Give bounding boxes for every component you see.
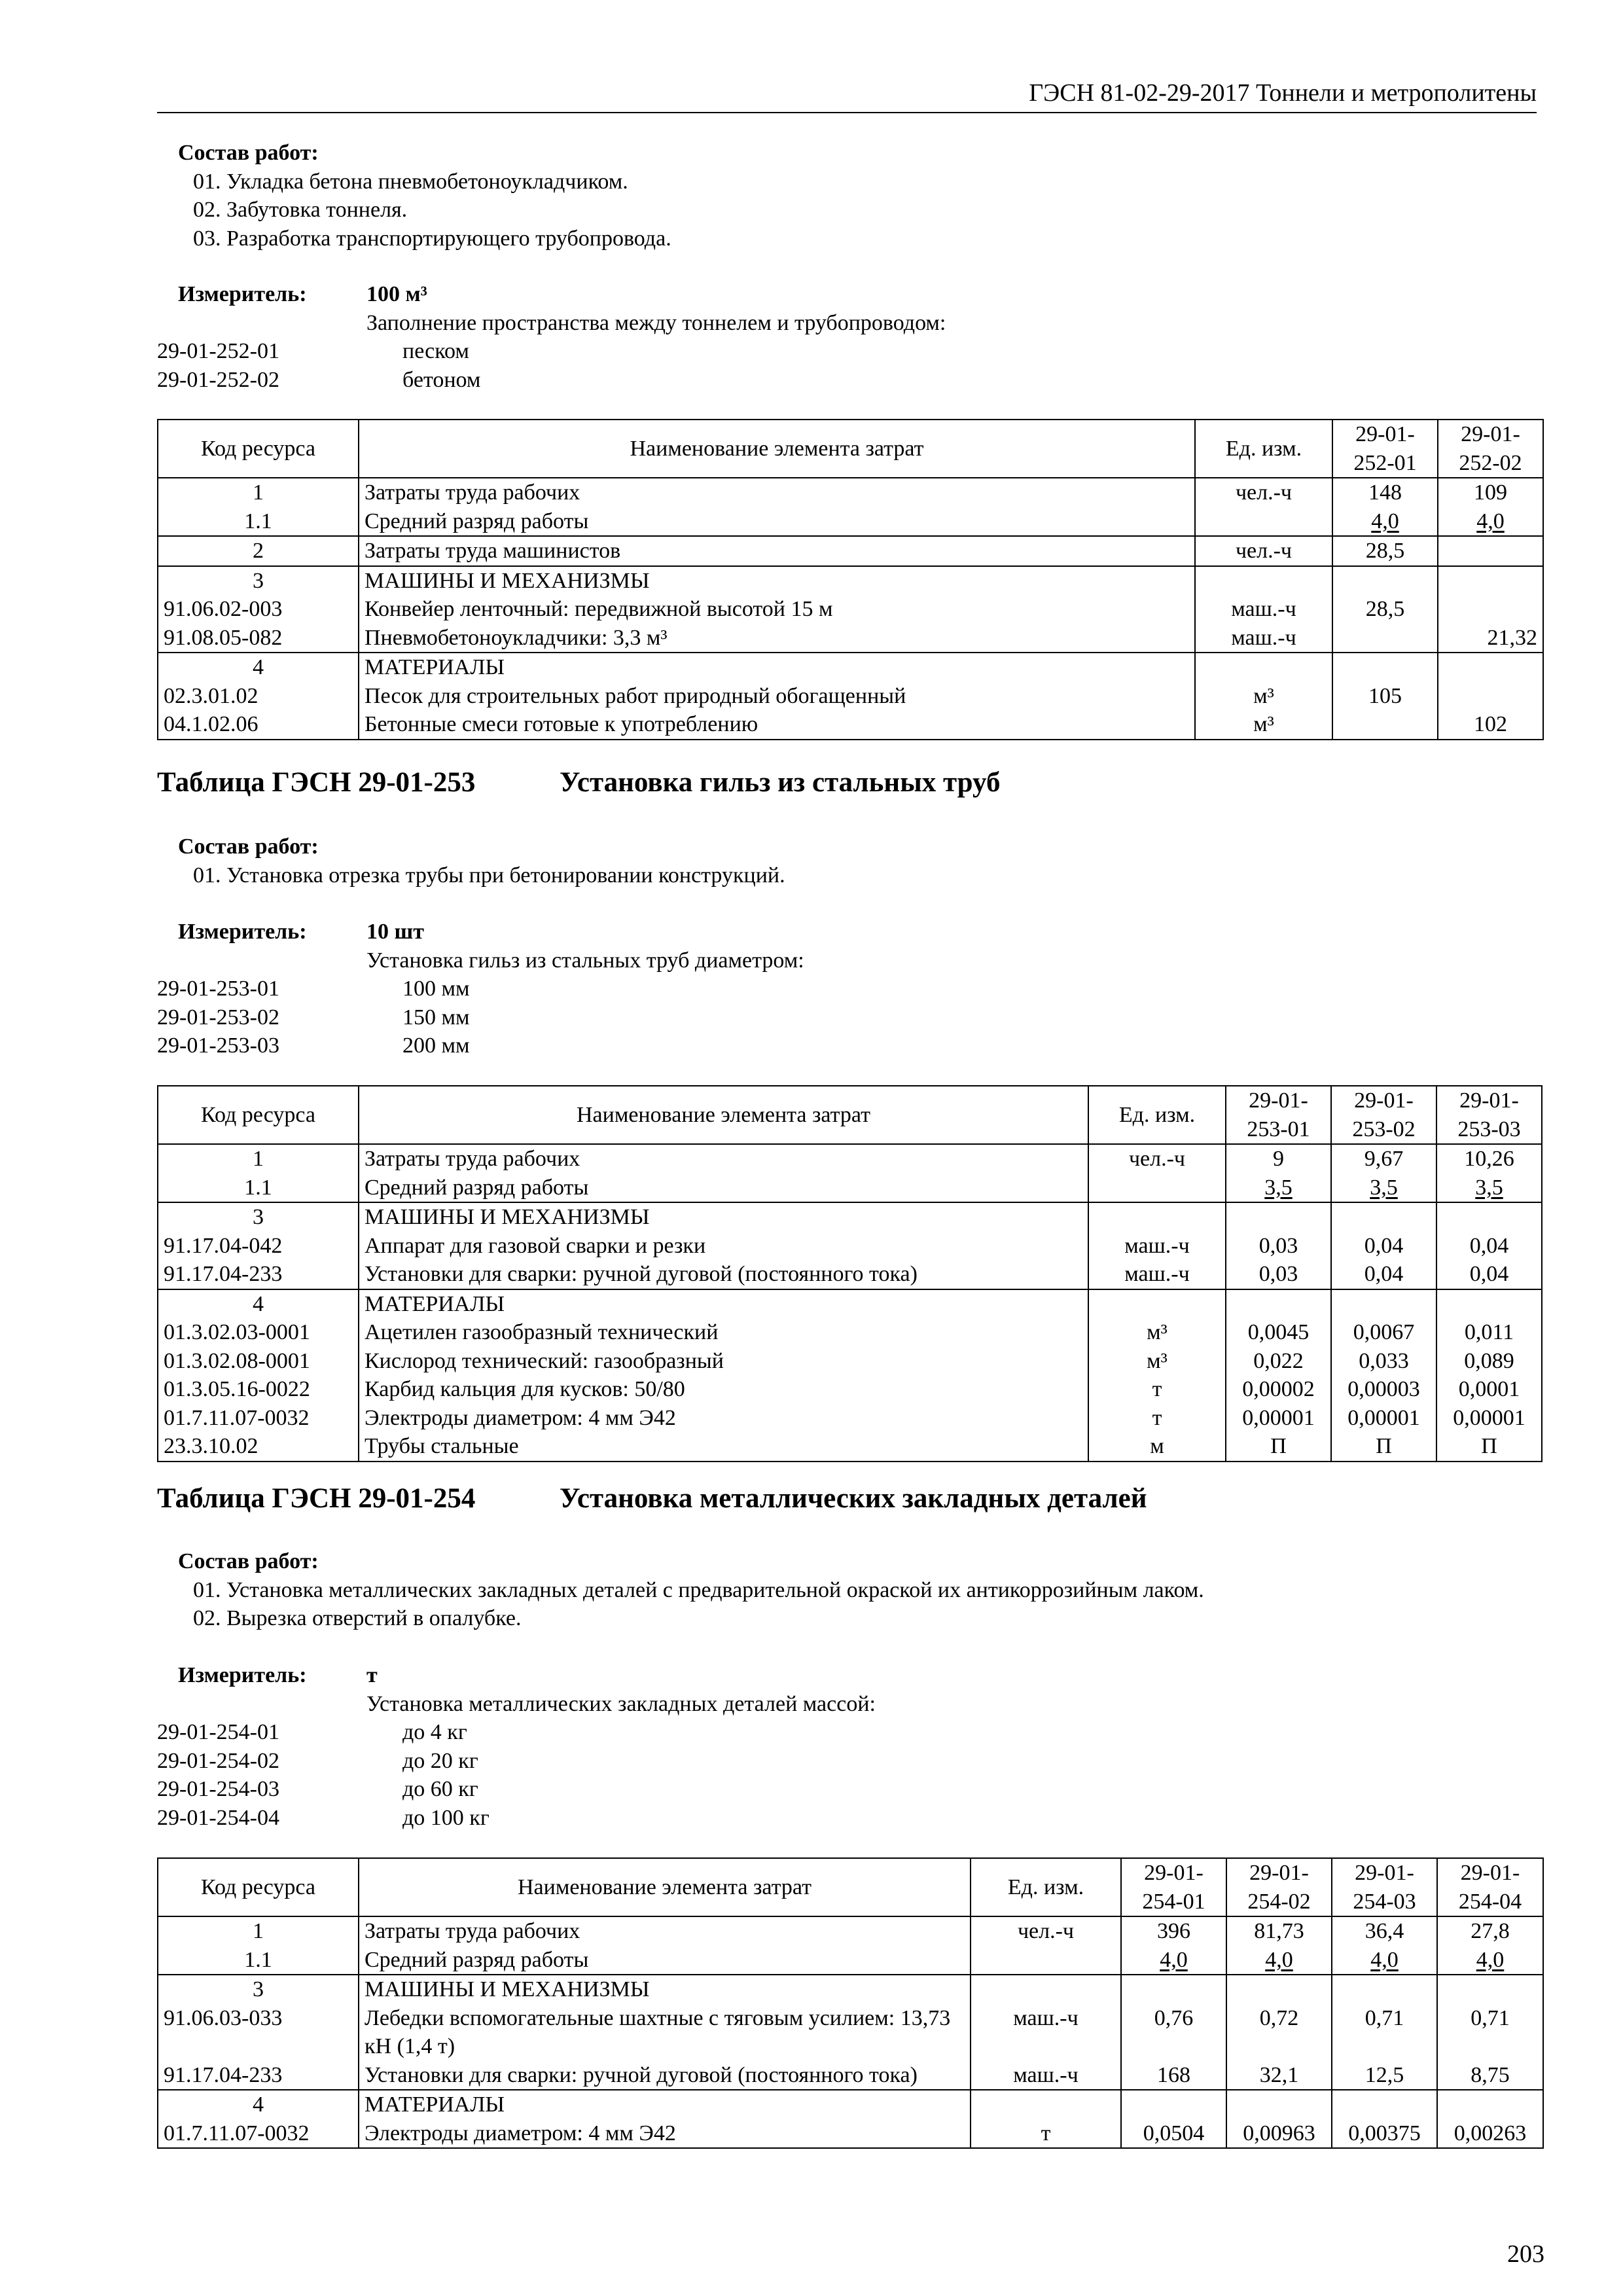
value	[1226, 1975, 1332, 2004]
norm-code-row	[157, 1747, 1544, 1776]
table-row	[158, 1174, 1542, 1203]
value	[1226, 2090, 1332, 2119]
value: 0,04	[1331, 1260, 1436, 1289]
table-row	[158, 507, 1543, 537]
cost-element: Затраты труда рабочих	[359, 1916, 971, 1946]
resource-code: 1	[158, 1916, 359, 1946]
unit	[971, 1975, 1121, 2004]
cost-element: Лебедки вспомогательные шахтные с тяговым усилием: 13,73 кН (1,4 т)	[359, 2004, 971, 2061]
cost-element: Конвейер ленточный: передвижной высотой 15 м	[359, 595, 1195, 624]
value: 148	[1332, 478, 1438, 507]
norm-code: 29-01-253-01	[157, 977, 279, 1001]
table-row	[158, 1289, 1542, 1319]
norm-name: до 20 кг	[402, 1748, 478, 1773]
value	[1332, 2090, 1437, 2119]
value	[1438, 653, 1543, 682]
value: 0,00963	[1226, 2119, 1332, 2149]
value: 3,5	[1436, 1174, 1542, 1203]
cost-element: Электроды диаметром: 4 мм Э42	[359, 1404, 1088, 1433]
header-norm-code: 29-01- 254-02	[1226, 1858, 1332, 1916]
resource-code: 91.17.04-042	[158, 1232, 359, 1261]
resource-code: 4	[158, 1289, 359, 1319]
value: 28,5	[1332, 536, 1438, 566]
norm-code: 29-01-254-02	[157, 1748, 279, 1773]
value: 102	[1438, 710, 1543, 740]
table-row	[158, 478, 1543, 507]
resource-code: 91.17.04-233	[158, 1260, 359, 1289]
table-row	[158, 624, 1543, 653]
value: 4,0	[1437, 1946, 1543, 1975]
norm-name: до 60 кг	[402, 1777, 478, 1802]
table-row	[158, 682, 1543, 711]
work-item: 02. Забутовка тоннеля.	[193, 198, 408, 223]
work-composition-252	[157, 139, 1544, 253]
value	[1332, 566, 1438, 596]
resource-code: 01.3.05.16-0022	[158, 1375, 359, 1404]
value: 3,5	[1331, 1174, 1436, 1203]
value: 0,011	[1436, 1318, 1542, 1347]
cost-element: Средний разряд работы	[359, 1174, 1088, 1203]
measurer-block-254	[157, 1661, 1544, 1832]
cost-element: Средний разряд работы	[359, 507, 1195, 537]
value	[1331, 1289, 1436, 1319]
norm-code-row	[157, 1003, 1544, 1032]
unit: т	[1088, 1375, 1226, 1404]
value	[1332, 624, 1438, 653]
value: 9	[1226, 1144, 1331, 1174]
group-heading: МАТЕРИАЛЫ	[359, 2090, 971, 2119]
work-composition-label: Состав работ:	[178, 834, 319, 859]
value: 12,5	[1332, 2061, 1437, 2090]
resource-code: 3	[158, 566, 359, 596]
measurer-description: Заполнение пространства между тоннелем и трубопроводом:	[366, 310, 946, 335]
measurer-label: Измеритель:	[178, 1663, 307, 1687]
resource-code: 91.06.03-033	[158, 2004, 359, 2061]
value: 21,32	[1438, 624, 1543, 653]
table-row	[158, 1144, 1542, 1174]
value	[1226, 1202, 1331, 1232]
value	[1438, 682, 1543, 711]
value: 0,71	[1437, 2004, 1543, 2061]
table-row	[158, 710, 1543, 740]
unit: т	[1088, 1404, 1226, 1433]
value: 32,1	[1226, 2061, 1332, 2090]
measurer-value: 10 шт	[366, 920, 424, 944]
value: 0,00001	[1436, 1404, 1542, 1433]
resource-code: 4	[158, 2090, 359, 2119]
norm-code-row	[157, 337, 1544, 366]
unit	[1088, 1289, 1226, 1319]
unit: м	[1088, 1432, 1226, 1462]
value: 0,72	[1226, 2004, 1332, 2061]
resource-table-253	[157, 1085, 1543, 1462]
work-composition-254	[157, 1547, 1544, 1633]
resource-code: 3	[158, 1202, 359, 1232]
unit: маш.-ч	[1088, 1260, 1226, 1289]
value: 4,0	[1332, 507, 1438, 537]
unit: м³	[1088, 1318, 1226, 1347]
unit: маш.-ч	[1195, 595, 1332, 624]
value: 0,03	[1226, 1232, 1331, 1261]
table-row	[158, 2004, 1543, 2061]
table-row	[158, 1318, 1542, 1347]
unit: маш.-ч	[1195, 624, 1332, 653]
norm-code: 29-01-253-02	[157, 1005, 279, 1030]
unit	[1088, 1202, 1226, 1232]
resource-table-252	[157, 419, 1544, 740]
table-row	[158, 536, 1543, 566]
measurer-label: Измеритель:	[178, 920, 307, 944]
work-composition-label: Состав работ:	[178, 1549, 319, 1573]
value: 28,5	[1332, 595, 1438, 624]
group-heading: МАШИНЫ И МЕХАНИЗМЫ	[359, 1975, 971, 2004]
value: 0,0504	[1121, 2119, 1226, 2149]
unit	[1195, 566, 1332, 596]
value: 0,00001	[1331, 1404, 1436, 1433]
norm-name: 200 мм	[402, 1033, 470, 1058]
table-row	[158, 1975, 1543, 2004]
unit: маш.-ч	[1088, 1232, 1226, 1261]
value	[1438, 595, 1543, 624]
unit: чел.-ч	[1195, 478, 1332, 507]
norm-name: бетоном	[402, 367, 481, 392]
resource-code: 04.1.02.06	[158, 710, 359, 740]
value: П	[1226, 1432, 1331, 1462]
measurer-value: т	[366, 1663, 378, 1687]
norm-code: 29-01-254-04	[157, 1805, 279, 1830]
resource-code: 01.7.11.07-0032	[158, 2119, 359, 2149]
group-heading: МАТЕРИАЛЫ	[359, 653, 1195, 682]
header-norm-code: 29-01- 253-02	[1331, 1086, 1436, 1144]
resource-code: 23.3.10.02	[158, 1432, 359, 1462]
unit: м³	[1088, 1347, 1226, 1376]
header-norm-code: 29-01- 254-04	[1437, 1858, 1543, 1916]
value: 9,67	[1331, 1144, 1436, 1174]
value	[1121, 2090, 1226, 2119]
resource-code: 1.1	[158, 507, 359, 537]
table-row	[158, 1260, 1542, 1289]
value: 3,5	[1226, 1174, 1331, 1203]
measurer-description: Установка гильз из стальных труб диаметром:	[366, 948, 804, 973]
norm-code-row	[157, 1718, 1544, 1747]
work-item: 01. Установка отрезка трубы при бетонировании конструкций.	[193, 863, 785, 888]
value: 4,0	[1226, 1946, 1332, 1975]
value: 0,00003	[1331, 1375, 1436, 1404]
norm-code-row	[157, 1804, 1544, 1833]
cost-element: Ацетилен газообразный технический	[359, 1318, 1088, 1347]
header-cost-element: Наименование элемента затрат	[359, 1086, 1088, 1144]
unit: чел.-ч	[1195, 536, 1332, 566]
header-norm-code: 29-01- 253-01	[1226, 1086, 1331, 1144]
value	[1331, 1202, 1436, 1232]
measurer-description: Установка металлических закладных деталей массой:	[366, 1691, 876, 1716]
group-heading: МАШИНЫ И МЕХАНИЗМЫ	[359, 1202, 1088, 1232]
value: 0,71	[1332, 2004, 1437, 2061]
section-title-254	[157, 1480, 1147, 1516]
header-norm-code: 29-01- 252-02	[1438, 420, 1543, 478]
norm-name: 100 мм	[402, 977, 470, 1001]
work-composition-253	[157, 833, 1544, 889]
cost-element: Аппарат для газовой сварки и резки	[359, 1232, 1088, 1261]
table-row	[158, 2061, 1543, 2090]
unit: м³	[1195, 682, 1332, 711]
table-name: Установка гильз из стальных труб	[560, 767, 1001, 798]
value	[1332, 1975, 1437, 2004]
group-heading: МАШИНЫ И МЕХАНИЗМЫ	[359, 566, 1195, 596]
value: 0,00375	[1332, 2119, 1437, 2149]
value: 4,0	[1438, 507, 1543, 537]
value: П	[1331, 1432, 1436, 1462]
resource-code: 1	[158, 1144, 359, 1174]
resource-code: 2	[158, 536, 359, 566]
unit: т	[971, 2119, 1121, 2149]
value: 0,0001	[1436, 1375, 1542, 1404]
measurer-block-252	[157, 280, 1544, 394]
work-item: 03. Разработка транспортирующего трубопровода.	[193, 226, 671, 251]
running-header: ГЭСН 81-02-29-2017 Тоннели и метрополитены	[157, 77, 1537, 113]
cost-element: Затраты труда машинистов	[359, 536, 1195, 566]
unit	[1195, 507, 1332, 537]
cost-element: Установки для сварки: ручной дуговой (постоянного тока)	[359, 1260, 1088, 1289]
norm-code: 29-01-253-03	[157, 1033, 279, 1058]
norm-code: 29-01-252-01	[157, 339, 279, 364]
table-row	[158, 1946, 1543, 1975]
value: 8,75	[1437, 2061, 1543, 2090]
section-title-253	[157, 764, 1001, 800]
table-row	[158, 2119, 1543, 2149]
table-row	[158, 1202, 1542, 1232]
resource-code: 91.17.04-233	[158, 2061, 359, 2090]
value	[1226, 1289, 1331, 1319]
measurer-label: Измеритель:	[178, 282, 307, 306]
norm-code-row	[157, 1031, 1544, 1060]
resource-code: 3	[158, 1975, 359, 2004]
value: 0,089	[1436, 1347, 1542, 1376]
value: 27,8	[1437, 1916, 1543, 1946]
page-number: 203	[1507, 2240, 1544, 2268]
resource-code: 01.3.02.08-0001	[158, 1347, 359, 1376]
cost-element: Пневмобетоноукладчики: 3,3 м³	[359, 624, 1195, 653]
value	[1436, 1202, 1542, 1232]
unit	[1195, 653, 1332, 682]
header-resource-code: Код ресурса	[158, 1086, 359, 1144]
header-resource-code: Код ресурса	[158, 1858, 359, 1916]
value	[1437, 1975, 1543, 2004]
value: 0,00263	[1437, 2119, 1543, 2149]
value: 396	[1121, 1916, 1226, 1946]
norm-code: 29-01-254-03	[157, 1777, 279, 1802]
value: 81,73	[1226, 1916, 1332, 1946]
table-row	[158, 1375, 1542, 1404]
value: П	[1436, 1432, 1542, 1462]
value: 109	[1438, 478, 1543, 507]
table-row	[158, 1347, 1542, 1376]
resource-code: 02.3.01.02	[158, 682, 359, 711]
value: 0,00002	[1226, 1375, 1331, 1404]
resource-code: 4	[158, 653, 359, 682]
table-row	[158, 1232, 1542, 1261]
table-row	[158, 653, 1543, 682]
value: 0,0067	[1331, 1318, 1436, 1347]
cost-element: Затраты труда рабочих	[359, 1144, 1088, 1174]
value	[1436, 1289, 1542, 1319]
cost-element: Электроды диаметром: 4 мм Э42	[359, 2119, 971, 2149]
header-resource-code: Код ресурса	[158, 420, 359, 478]
norm-code: 29-01-254-01	[157, 1720, 279, 1745]
resource-code: 01.7.11.07-0032	[158, 1404, 359, 1433]
value: 0,04	[1436, 1260, 1542, 1289]
value: 0,022	[1226, 1347, 1331, 1376]
header-cost-element: Наименование элемента затрат	[359, 420, 1195, 478]
table-row	[158, 1432, 1542, 1462]
header-norm-code: 29-01- 252-01	[1332, 420, 1438, 478]
table-row	[158, 1916, 1543, 1946]
norm-name: 150 мм	[402, 1005, 470, 1030]
resource-table-254	[157, 1857, 1544, 2149]
norm-code-row	[157, 366, 1544, 395]
table-row	[158, 566, 1543, 596]
cost-element: Бетонные смеси готовые к употреблению	[359, 710, 1195, 740]
header-norm-code: 29-01- 254-01	[1121, 1858, 1226, 1916]
value: 4,0	[1121, 1946, 1226, 1975]
work-item: 01. Установка металлических закладных деталей с предварительной окраской их антикоррозийным лаком.	[193, 1577, 1204, 1602]
measurer-value: 100 м³	[366, 282, 427, 306]
resource-code: 1.1	[158, 1174, 359, 1203]
value: 0,03	[1226, 1260, 1331, 1289]
norm-code-row	[157, 1775, 1544, 1804]
header-cost-element: Наименование элемента затрат	[359, 1858, 971, 1916]
resource-code: 1	[158, 478, 359, 507]
value	[1332, 710, 1438, 740]
table-code: Таблица ГЭСН 29-01-254	[157, 1483, 476, 1514]
header-norm-code: 29-01- 254-03	[1332, 1858, 1437, 1916]
norm-name: песком	[402, 339, 469, 364]
resource-code: 1.1	[158, 1946, 359, 1975]
unit: маш.-ч	[971, 2004, 1121, 2061]
header-norm-code: 29-01- 253-03	[1436, 1086, 1542, 1144]
value	[1437, 2090, 1543, 2119]
value	[1438, 536, 1543, 566]
cost-element: Затраты труда рабочих	[359, 478, 1195, 507]
unit	[971, 2090, 1121, 2119]
cost-element: Средний разряд работы	[359, 1946, 971, 1975]
value	[1121, 1975, 1226, 2004]
table-row	[158, 2090, 1543, 2119]
header-unit: Ед. изм.	[1195, 420, 1332, 478]
unit: чел.-ч	[1088, 1144, 1226, 1174]
table-code: Таблица ГЭСН 29-01-253	[157, 767, 476, 798]
norm-name: до 100 кг	[402, 1805, 490, 1830]
cost-element: Установки для сварки: ручной дуговой (постоянного тока)	[359, 2061, 971, 2090]
unit: маш.-ч	[971, 2061, 1121, 2090]
value: 0,76	[1121, 2004, 1226, 2061]
value: 10,26	[1436, 1144, 1542, 1174]
value: 0,04	[1331, 1232, 1436, 1261]
norm-code: 29-01-252-02	[157, 367, 279, 392]
value: 0,04	[1436, 1232, 1542, 1261]
norm-name: до 4 кг	[402, 1720, 467, 1745]
unit: чел.-ч	[971, 1916, 1121, 1946]
value: 36,4	[1332, 1916, 1437, 1946]
resource-code: 91.08.05-082	[158, 624, 359, 653]
value: 0,033	[1331, 1347, 1436, 1376]
unit	[1088, 1174, 1226, 1203]
table-row	[158, 1404, 1542, 1433]
group-heading: МАТЕРИАЛЫ	[359, 1289, 1088, 1319]
cost-element: Кислород технический: газообразный	[359, 1347, 1088, 1376]
table-row	[158, 595, 1543, 624]
value	[1332, 653, 1438, 682]
work-item: 02. Вырезка отверстий в опалубке.	[193, 1606, 522, 1631]
value: 168	[1121, 2061, 1226, 2090]
work-composition-label: Состав работ:	[178, 141, 319, 165]
header-unit: Ед. изм.	[971, 1858, 1121, 1916]
table-name: Установка металлических закладных деталей	[560, 1483, 1147, 1514]
value: 0,0045	[1226, 1318, 1331, 1347]
resource-code: 01.3.02.03-0001	[158, 1318, 359, 1347]
value	[1438, 566, 1543, 596]
value: 0,00001	[1226, 1404, 1331, 1433]
value: 4,0	[1332, 1946, 1437, 1975]
cost-element: Песок для строительных работ природный обогащенный	[359, 682, 1195, 711]
value: 105	[1332, 682, 1438, 711]
unit: м³	[1195, 710, 1332, 740]
norm-code-row	[157, 975, 1544, 1003]
unit	[971, 1946, 1121, 1975]
work-item: 01. Укладка бетона пневмобетоноукладчиком.	[193, 169, 628, 194]
cost-element: Трубы стальные	[359, 1432, 1088, 1462]
header-unit: Ед. изм.	[1088, 1086, 1226, 1144]
cost-element: Карбид кальция для кусков: 50/80	[359, 1375, 1088, 1404]
measurer-block-253	[157, 918, 1544, 1060]
resource-code: 91.06.02-003	[158, 595, 359, 624]
